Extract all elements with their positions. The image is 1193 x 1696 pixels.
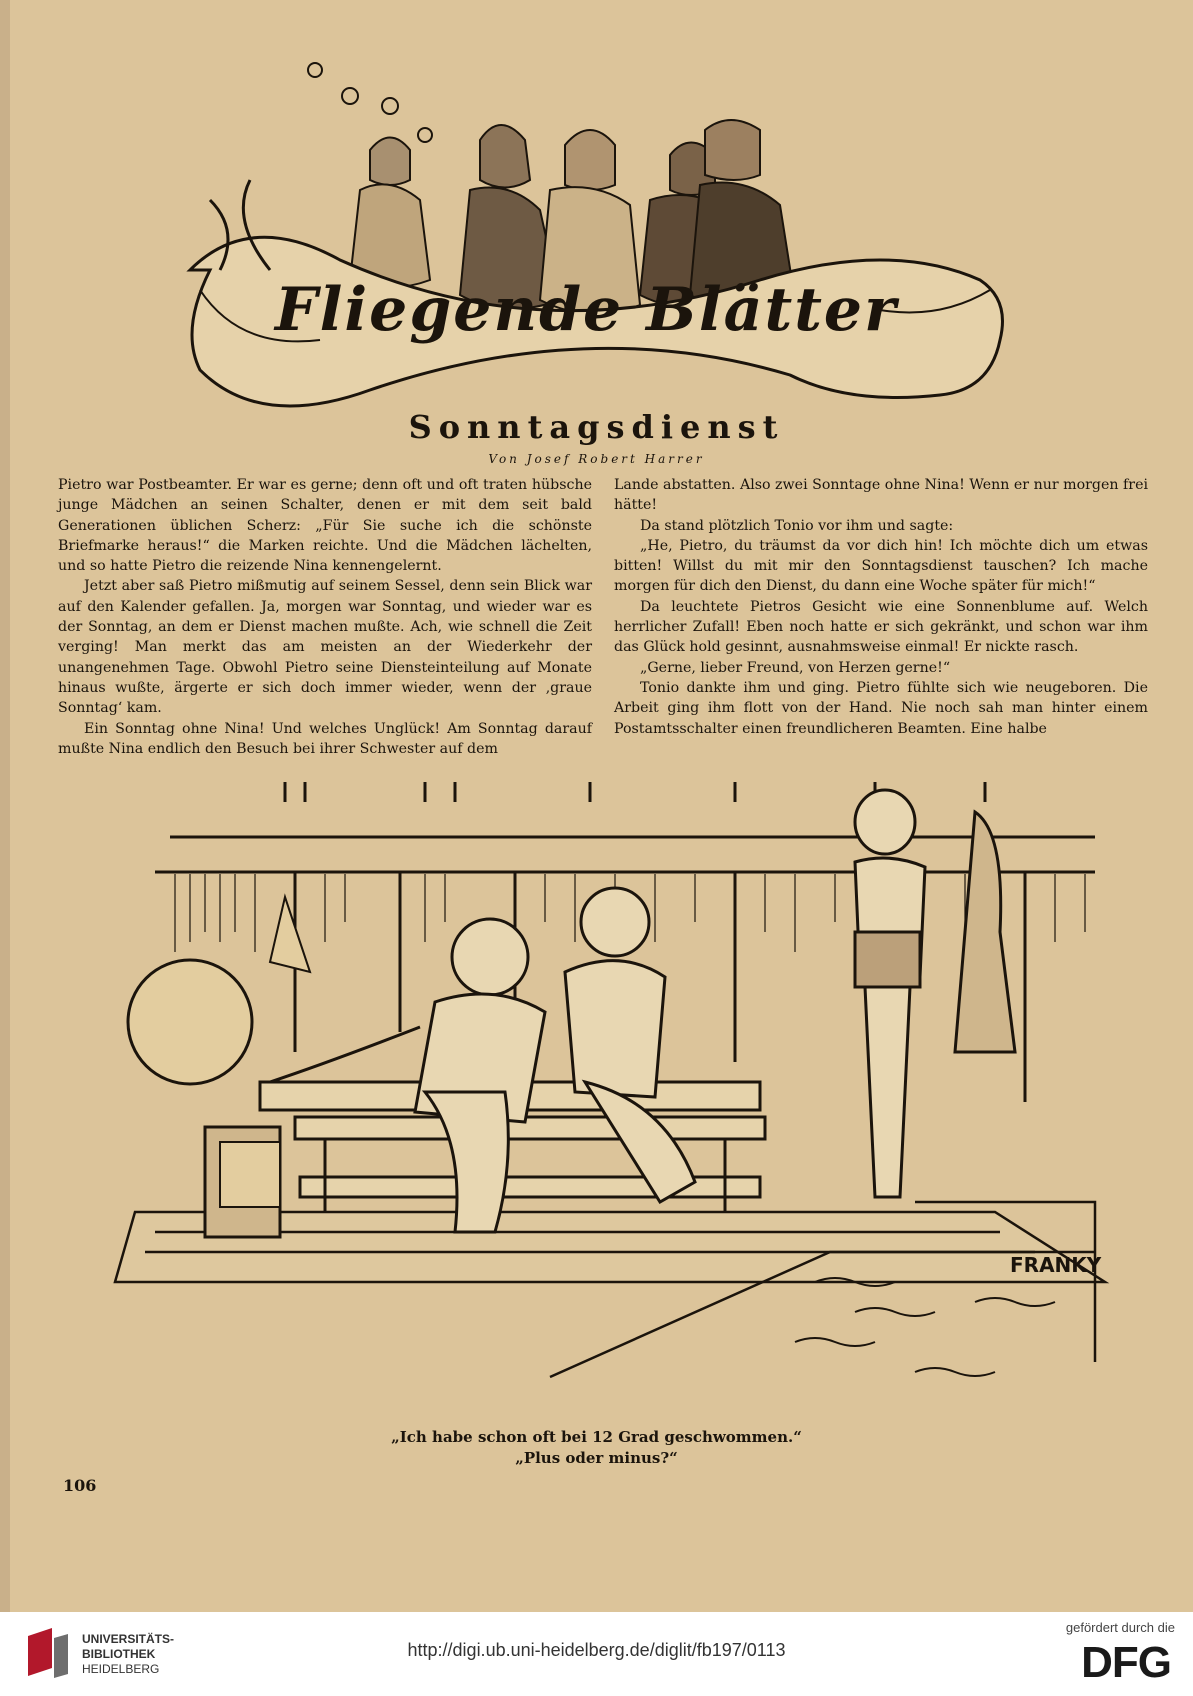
footer-bar — [0, 1612, 1193, 1696]
cartoon-caption-line1: „Ich habe schon oft bei 12 Grad geschwommen.“ — [391, 1428, 802, 1446]
article-title: Sonntagsdienst — [408, 408, 785, 446]
paragraph: Lande abstatten. Also zwei Sonntage ohne Nina! Wenn er nur morgen frei hätte! — [614, 477, 1149, 514]
paragraph: Jetzt aber saß Pietro mißmutig auf seinem Sessel, denn sein Blick war auf den Kalender gefallen. Ja, morgen war Sonntag, und wieder war es der Sonntag, an dem er Dienst machen mußte. Ach, wie schnell die Zeit verging! Man merkt das am meisten an der Wiederkehr der unangenehmen Tage. Obwohl Pietro seine Diensteinteilung auf Monate hinaus wußte, ärgerte er sich doch immer wieder, wenn der ‚graue Sonntag‘ kam. — [58, 578, 592, 717]
paragraph: „Gerne, lieber Freund, von Herzen gerne!“ — [640, 659, 951, 676]
cartoon-caption-line2: „Plus oder minus?“ — [515, 1449, 678, 1467]
paragraph: „He, Pietro, du träumst da vor dich hin! Ich möchte dich um etwas bitten! Willst du mit mir den Sonntagsdienst tauschen? Ich mache morgen für dich den Dienst, du dann eine Woche später für mich!“ — [614, 537, 1148, 595]
paragraph: Da leuchtete Pietros Gesicht wie eine Sonnenblume auf. Welch herrlicher Zufall! Eben noch hatte er sich gekränkt, und schon war ihm das Glück hold gesinnt, ausnahmsweise einmal! Er nickte rasch. — [614, 598, 1148, 656]
paragraph: Ein Sonntag ohne Nina! Und welches Unglück! Am Sonntag darauf mußte Nina endlich den Besuch bei ihrer Schwester auf dem — [58, 720, 592, 757]
masthead-drawing — [180, 60, 1020, 410]
cartoon-signature: FRANKY — [1010, 1253, 1102, 1277]
cartoon-drawing — [95, 782, 1115, 1432]
paragraph: Da stand plötzlich Tonio vor ihm und sagte: — [640, 517, 954, 534]
paragraph: Tonio dankte ihm und ging. Pietro fühlte sich wie neugeboren. Die Arbeit ging ihm flott von der Hand. Nie noch sah man hinter einem Postamtsschalter einen freundlicheren Beamten. Eine halbe — [614, 679, 1148, 737]
page-number: 106 — [63, 1476, 97, 1495]
funded-by-label: gefördert durch die — [1065, 1620, 1175, 1635]
library-name-line: UNIVERSITÄTS- — [82, 1632, 175, 1646]
article-byline: Von Josef Robert Harrer — [488, 452, 705, 466]
library-name-line: BIBLIOTHEK — [82, 1647, 156, 1661]
permalink-url[interactable]: http://digi.ub.uni-heidelberg.de/diglit/fb197/0113 — [407, 1640, 786, 1660]
masthead-logo-text: Fliegende Blätter — [275, 275, 898, 345]
dfg-logo[interactable]: DFG — [1081, 1638, 1171, 1687]
right-column — [614, 475, 1148, 739]
library-name-line: HEIDELBERG — [82, 1662, 160, 1676]
page-edge — [0, 0, 10, 1612]
left-column — [58, 475, 592, 759]
masthead-illustration — [180, 60, 1020, 410]
cartoon-illustration — [95, 782, 1115, 1432]
paragraph: Pietro war Postbeamter. Er war es gerne; denn oft und oft traten hübsche junge Mädchen an seinen Schalter, denen er mit dem seit bald Generationen üblichen Scherz: „Für Sie suche ich die schönste Briefmarke heraus!“ die Marken reichte. Und die Mädchen lächelten, und so hatte Pietro die reizende Nina kennengelernt. — [58, 477, 592, 575]
